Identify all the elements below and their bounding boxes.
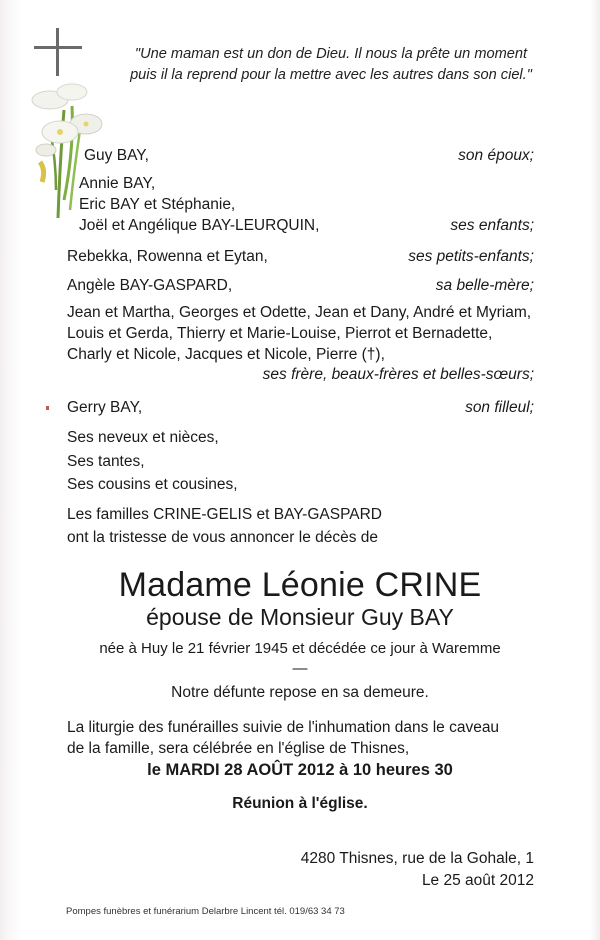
quote-line-1: "Une maman est un don de Dieu. Il nous la prête un moment <box>134 46 528 62</box>
families-line: Les familles CRINE-GELIS et BAY-GASPARD <box>67 506 382 523</box>
meeting-line: Réunion à l'église. <box>232 795 368 812</box>
opening-quote <box>106 44 556 86</box>
print-mark <box>46 406 49 410</box>
family-name: Gerry BAY, <box>67 399 143 416</box>
separator-dash: — <box>292 660 308 677</box>
address-date: Le 25 août 2012 <box>421 872 534 889</box>
family-name: Annie BAY, <box>79 175 156 192</box>
family-role: son filleul; <box>465 399 534 416</box>
family-name: Jean et Martha, Georges et Odette, Jean et Dany, André et Myriam, <box>67 304 532 321</box>
announce-line: ont la tristesse de vous annoncer le décès de <box>67 529 379 546</box>
deceased-birth-death: née à Huy le 21 février 1945 et décédée ce jour à Waremme <box>99 640 501 657</box>
others-aunts: Ses tantes, <box>67 453 145 470</box>
family-role: ses petits-enfants; <box>408 248 534 265</box>
quote-line-2: puis il la reprend pour la mettre avec les autres dans son ciel." <box>130 67 532 83</box>
cross-icon <box>34 28 82 76</box>
family-role: ses frère, beaux-frères et belles-sœurs; <box>262 366 534 383</box>
family-name: Angèle BAY-GASPARD, <box>67 277 233 294</box>
family-role: son époux; <box>458 147 534 164</box>
funeral-home-footer: Pompes funèbres et funérarium Delarbre Lincent tél. 019/63 34 73 <box>66 906 345 917</box>
family-name: Rebekka, Rowenna et Eytan, <box>67 248 268 265</box>
family-name: Eric BAY et Stéphanie, <box>79 196 236 213</box>
deceased-name: Madame Léonie CRINE <box>118 566 482 604</box>
repose-line: Notre défunte repose en sa demeure. <box>171 684 429 701</box>
liturgy-line-1: La liturgie des funérailles suivie de l'inhumation dans le caveau <box>67 719 500 736</box>
family-name: Charly et Nicole, Jacques et Nicole, Pierre (†), <box>67 346 385 363</box>
funeral-date: le MARDI 28 AOÛT 2012 à 10 heures 30 <box>147 761 453 779</box>
family-role: sa belle-mère; <box>435 277 534 294</box>
others-cousins: Ses cousins et cousines, <box>67 476 238 493</box>
family-name: Guy BAY, <box>84 147 149 164</box>
deceased-spouse: épouse de Monsieur Guy BAY <box>146 604 454 630</box>
liturgy-line-2: de la famille, sera célébrée en l'église de Thisnes, <box>67 740 410 757</box>
others-nephews: Ses neveux et nièces, <box>67 429 219 446</box>
address-street: 4280 Thisnes, rue de la Gohale, 1 <box>300 850 534 867</box>
family-name: Joël et Angélique BAY-LEURQUIN, <box>79 217 320 234</box>
family-name: Louis et Gerda, Thierry et Marie-Louise, Pierrot et Bernadette, <box>67 325 493 342</box>
family-role: ses enfants; <box>450 217 534 234</box>
